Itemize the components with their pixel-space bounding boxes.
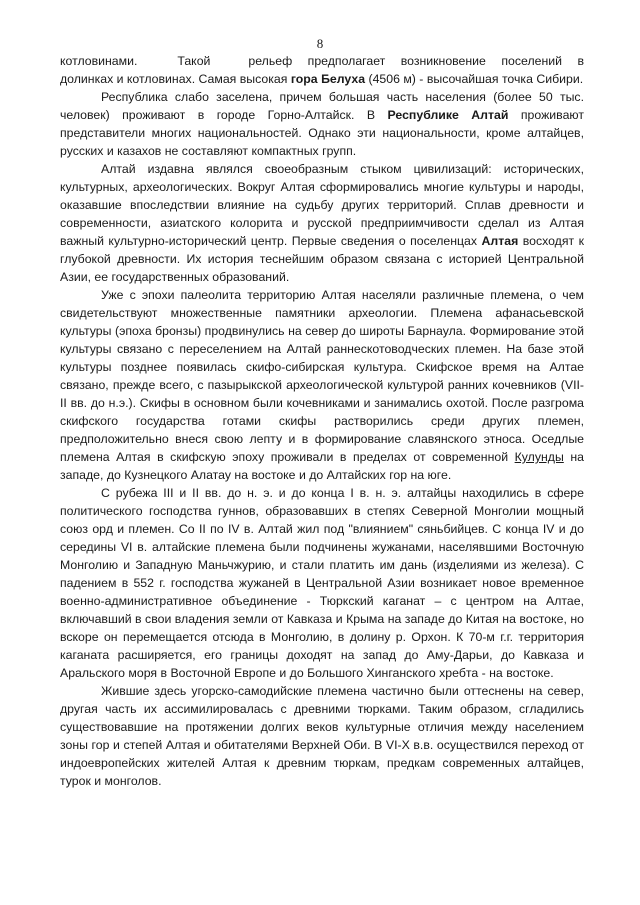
kulunda-link[interactable]: Кулунды	[514, 450, 564, 464]
paragraph-5	[60, 484, 584, 682]
paragraph-2	[60, 88, 584, 160]
paragraph-text: на западе, до Кузнецкого Алатау на востоке и до Алтайских гор на юге.	[60, 450, 584, 482]
page-number: 8	[316, 36, 324, 51]
bold-term-gora-belukha: гора Белуха	[290, 72, 366, 86]
paragraph-text: восходят к глубокой древности. Их история теснейшим образом связана с историей Центральной Азии, ее государственных образований.	[60, 234, 584, 284]
paragraph-text: Уже с эпохи палеолита территорию Алтая населяли различные племена, о чем свидетельствуют множественные памятники археологии. Племена афанасьевской культуры (эпоха бронзы) продвинулись на север до широты Барнаула. Формирование этой культуры связано с переселением на Алтай раннескотоводческих племен. На базе этой культуры позднее появилась скифо-сибирская культура. Скифское время на Алтае связано, прежде всего, с пазырыкской археологической культурой ранних кочевников (VII-II вв. до н.э.). Скифы в основном были кочевниками и занимались охотой. После разгрома скифского государства готами скифы растворились среди других племен, предположительно внеся свою лепту и в формирование славянского этноса. Оседлые племена Алтая в скифскую эпоху проживали в пределах от современной	[60, 288, 584, 464]
paragraph-text: (4506 м) - высочайшая точка Сибири.	[365, 72, 584, 86]
paragraph-6	[60, 682, 584, 790]
paragraph-1	[60, 52, 584, 88]
paragraph-4	[60, 286, 584, 484]
paragraph-text: Алтай издавна являлся своеобразным стыком цивилизаций: исторических, культурных, археологических. Вокруг Алтая сформировались многие культуры и народы, оказавшие впоследствии влияние на судьбу других территорий. Сплав древности и современности, азиатского колорита и русской предприимчивости сделал из Алтая важный культурно-исторический центр. Первые сведения о поселенцах	[60, 162, 584, 248]
paragraph-text: С рубежа III и II вв. до н. э. и до конца I в. н. э. алтайцы находились в сфере политического господства гуннов, образовавших в степях Северной Монголии мощный союз орд и племен. Со II по IV в. Алтай жил под "влиянием" сяньбийцев. С конца IV и до середины VI в. алтайские племена были подчинены жужанами, населявшими Восточную Монголию и Западную Маньчжурию, и стали платить им дань (изделиями из железа). С падением в 552 г. господства жужаней в Центральной Азии возникает новое временное военно-административное объединение - Тюркский каганат – с центром на Алтае, включавший в свои владения земли от Кавказа и Крыма на западе до Китая на востоке, но вскоре он перемещается отсюда в Монголию, в долину р. Орхон. К 70-м г.г. территория каганата расширяется, его границы доходят на запад до Аму-Дарьи, до Кавказа и Аральского моря в Восточной Европе и до Большого Хинганского хребта - на востоке.	[60, 486, 584, 680]
paragraph-text: Такой	[177, 54, 211, 68]
text-body	[60, 52, 584, 790]
paragraph-text: Республика слабо заселена, причем большая часть населения (более 50 тыс. человек) проживают в городе Горно-Алтайск. В	[60, 90, 584, 122]
paragraph-text: проживают представители многих национальностей. Однако эти национальности, кроме алтайцев, русских и казахов не составляют компактных групп.	[60, 108, 584, 158]
bold-term-altaya: Алтая	[481, 234, 519, 248]
paragraph-text: рельеф предполагает возникновение поселений в долинках и котловинах. Самая высокая	[60, 54, 584, 86]
bold-term-respublika-altai: Республике Алтай	[387, 108, 509, 122]
paragraph-3	[60, 160, 584, 286]
paragraph-text: котловинами.	[60, 54, 138, 68]
paragraph-text: Жившие здесь угорско-самодийские племена частично были оттеснены на север, другая часть их ассимилировалась с древними тюрками. Таким образом, сгладились существовавшие на протяжении долгих веков культурные отличия между населением зоны гор и степей Алтая и обитателями Верхней Оби. В VI-X в.в. осуществился переход от индоевропейских жителей Алтая к древним тюркам, предкам современных алтайцев, турок и монголов.	[60, 684, 584, 788]
